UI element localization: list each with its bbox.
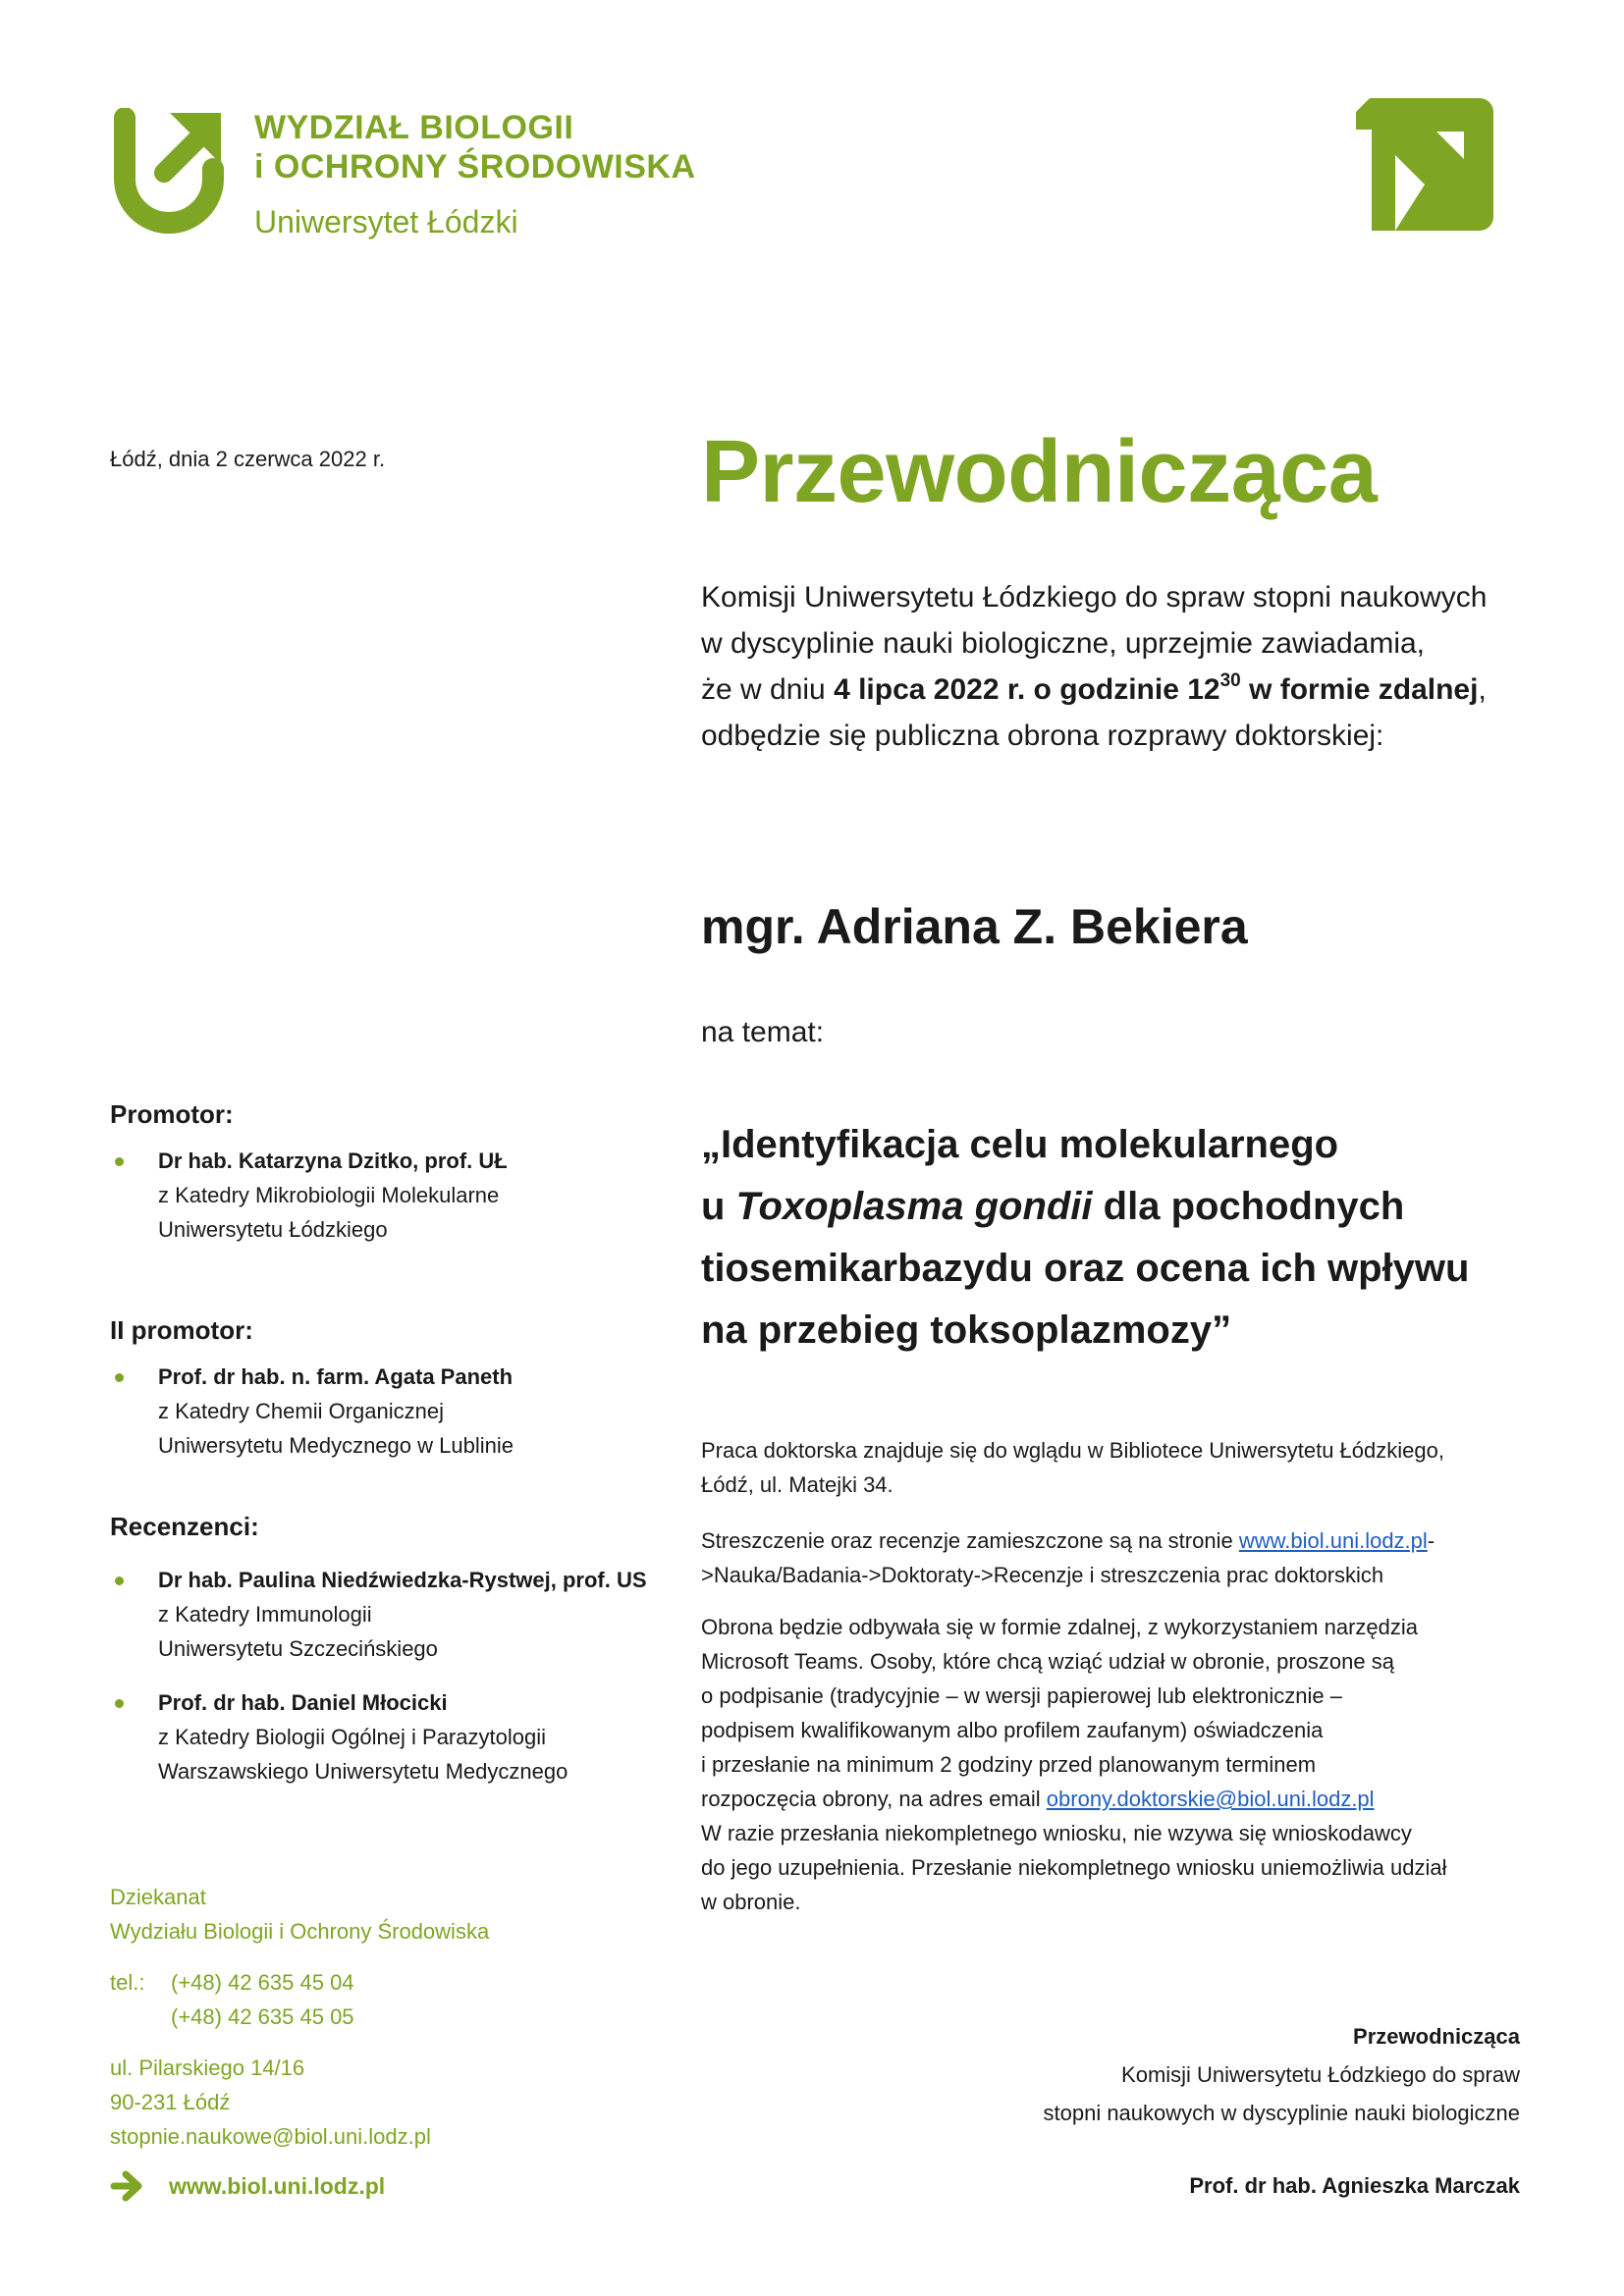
promotor-heading: Promotor: (110, 1099, 234, 1129)
faculty-name (254, 108, 696, 187)
phone-number[interactable]: (+48) 42 635 45 04 (171, 1970, 354, 1995)
thesis-title (701, 1114, 1469, 1362)
second-promotor-name: Prof. dr hab. n. farm. Agata Paneth (158, 1364, 514, 1389)
bullet-icon (115, 1157, 124, 1166)
candidate-name: mgr. Adriana Z. Bekiera (701, 899, 1248, 954)
intro-line: Komisji Uniwersytetu Łódzkiego do spraw stopni naukowych (701, 581, 1488, 614)
defense-time-minutes: 30 (1219, 670, 1241, 691)
second-promotor-entry (158, 1360, 514, 1463)
intro-line: w dyscyplinie nauki biologiczne, uprzejmie zawiadamia, (701, 627, 1426, 660)
defense-info: Obrona będzie odbywała się w formie zdalnej, z wykorzystaniem narzędzia Microsoft Teams. Osoby, które chcą wziąć udział w obronie, proszone są o podpisanie (tradycyjnie – w wersji papierowej lub elektronicznie – podpisem kwalifikowanym albo profilem zaufanym) oświadczenia i przesłanie na minimum 2 godziny przed planowanym terminem rozpoczęcia obrony, na adres email obrony.doktorskie@biol.uni.lodz.pl W razie przesłania niekompletnego wniosku, nie wzywa się wnioskodawcy do jego uzupełnienia. Przesłanie niekompletnego wniosku uniemożliwia udział w obronie. (701, 1615, 1447, 1914)
reviewer-department: z Katedry Biologii Ogólnej i Parazytologii (158, 1725, 546, 1749)
reviewer-entry (158, 1685, 568, 1789)
defense-form: w formie zdalnej (1240, 673, 1479, 706)
footer-website-link[interactable]: www.biol.uni.lodz.pl (169, 2172, 386, 2199)
topic-label: na temat: (701, 1016, 825, 1048)
contact-city: 90-231 Łódź (110, 2090, 231, 2114)
thesis-title-line: na przebieg toksoplazmozy” (701, 1308, 1232, 1352)
signature-title: Przewodnicząca (1353, 2024, 1520, 2049)
promotor-department: z Katedry Mikrobiologii Molekularne (158, 1183, 500, 1207)
website-link[interactable]: www.biol.uni.lodz.pl (1238, 1528, 1428, 1553)
defense-date: 4 lipca 2022 r. o godzinie 12 (834, 673, 1220, 706)
second-promotor-department: z Katedry Chemii Organicznej (158, 1399, 445, 1423)
page-title: Przewodnicząca (701, 423, 1378, 521)
second-promotor-heading: II promotor: (110, 1315, 253, 1345)
contact-street: ul. Pilarskiego 14/16 (110, 2056, 305, 2080)
thesis-title-line: u Toxoplasma gondii dla pochodnych (701, 1185, 1405, 1228)
email-link[interactable]: obrony.doktorskie@biol.uni.lodz.pl (1046, 1787, 1375, 1811)
intro-line: odbędzie się publiczna obrona rozprawy doktorskiej: (701, 720, 1384, 752)
arrow-right-icon (110, 2169, 143, 2203)
reviewer-entry (158, 1563, 647, 1666)
reviewers-heading: Recenzenci: (110, 1512, 259, 1541)
contact-block (110, 1880, 489, 2154)
phone-number[interactable]: (+48) 42 635 45 05 (171, 2004, 354, 2029)
bullet-icon (115, 1373, 124, 1382)
library-info: Praca doktorska znajduje się do wglądu w Bibliotece Uniwersytetu Łódzkiego, Łódź, ul. Matejki 34. (701, 1438, 1444, 1497)
university-name: Uniwersytet Łódzki (254, 204, 518, 240)
thesis-title-line: tiosemikarbazydu oraz ocena ich wpływu (701, 1247, 1470, 1290)
intro-line: że w dniu 4 lipca 2022 r. o godzinie $12^{30}$ w formie zdalnej, (701, 670, 1487, 706)
faculty-logo-icon (113, 108, 226, 240)
reviewer-department: z Katedry Immunologii (158, 1602, 372, 1627)
contact-faculty: Wydziału Biologii i Ochrony Środowiska (110, 1919, 490, 1944)
intro-text (701, 574, 1545, 759)
faculty-name-line1: WYDZIAŁ BIOLOGII (254, 109, 574, 146)
faculty-name-line2: i OCHRONY ŚRODOWISKA (254, 148, 696, 186)
abstracts-info: Streszczenie oraz recenzje zamieszczone są na stronie www.biol.uni.lodz.pl- >Nauka/Badania->Doktoraty->Recenzje i streszczenia prac doktorskich (701, 1528, 1435, 1587)
reviewer-university: Uniwersytetu Szczecińskiego (158, 1636, 438, 1661)
promotor-entry (158, 1144, 508, 1247)
reviewer-name: Prof. dr hab. Daniel Młocicki (158, 1690, 448, 1715)
reviewer-university: Warszawskiego Uniwersytetu Medycznego (158, 1759, 568, 1784)
bullet-icon (115, 1576, 124, 1585)
second-promotor-university: Uniwersytetu Medycznego w Lublinie (158, 1433, 514, 1458)
footer-website[interactable] (110, 2169, 385, 2203)
contact-office: Dziekanat (110, 1885, 206, 1909)
signature-block (1044, 2017, 1521, 2205)
phone-label: tel.: (110, 1970, 145, 1995)
bullet-icon (115, 1699, 124, 1708)
signature-line: Komisji Uniwersytetu Łódzkiego do spraw (1121, 2062, 1520, 2087)
contact-email[interactable]: stopnie.naukowe@biol.uni.lodz.pl (110, 2124, 431, 2149)
signature-line: stopni naukowych w dyscyplinie nauki biologiczne (1043, 2101, 1520, 2125)
arrow-up-right-icon (1356, 98, 1493, 231)
contact-phone (110, 1965, 489, 2000)
thesis-title-line: „Identyfikacja celu molekularnego (701, 1123, 1339, 1166)
signature-name: Prof. dr hab. Agnieszka Marczak (1189, 2173, 1520, 2198)
date-line: Łódź, dnia 2 czerwca 2022 r. (110, 447, 386, 471)
species-name: Toxoplasma gondii (735, 1185, 1093, 1228)
reviewer-name: Dr hab. Paulina Niedźwiedzka-Rystwej, prof. US (158, 1568, 647, 1592)
promotor-name: Dr hab. Katarzyna Dzitko, prof. UŁ (158, 1148, 508, 1173)
promotor-university: Uniwersytetu Łódzkiego (158, 1217, 388, 1242)
